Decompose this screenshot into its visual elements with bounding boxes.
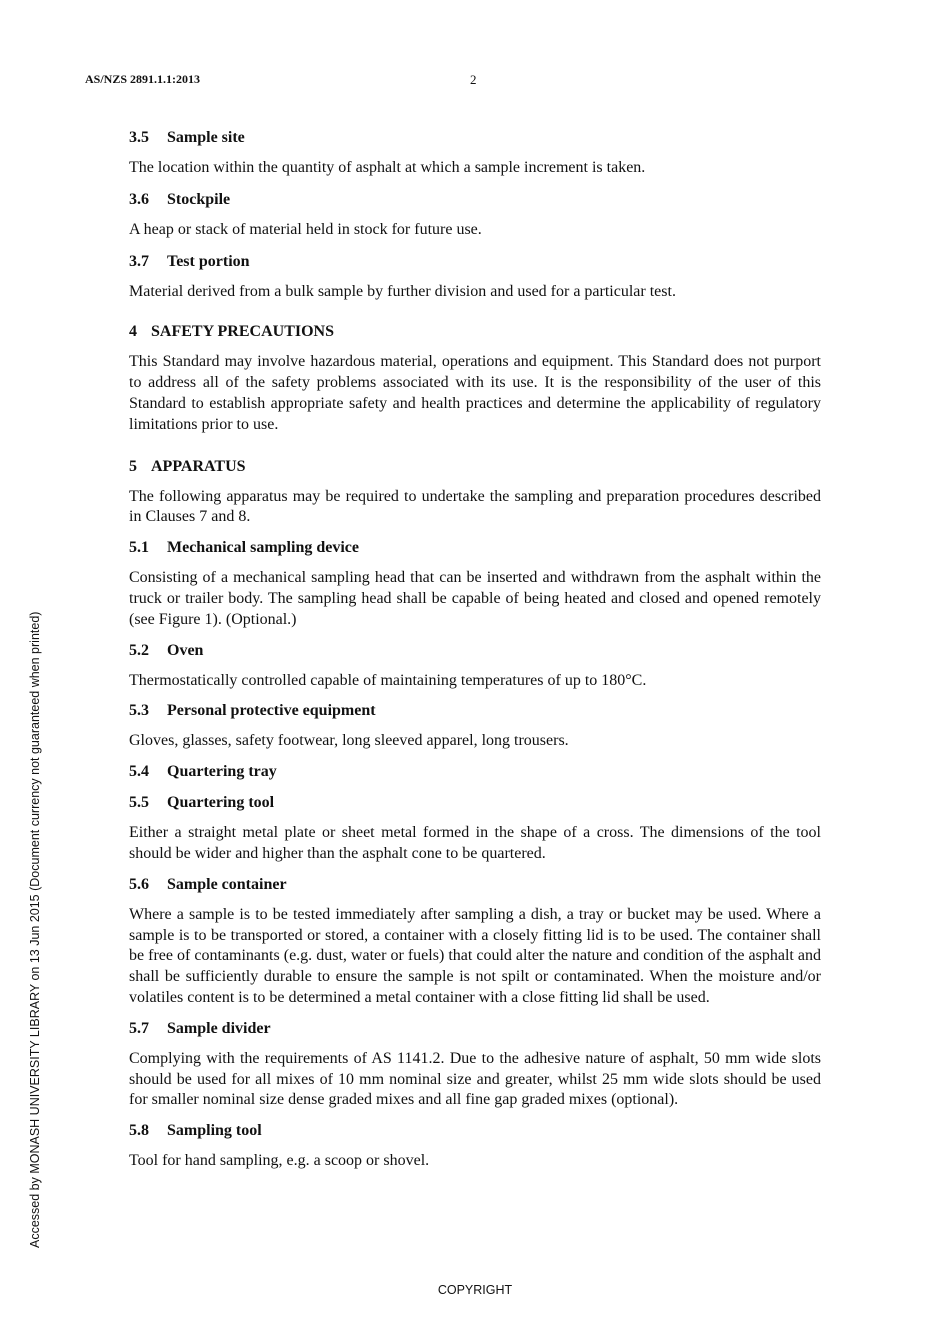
heading-number: 5.8 xyxy=(129,1122,149,1140)
subsection-heading xyxy=(129,1019,821,1039)
heading-title: Quartering tray xyxy=(167,763,277,781)
subsection-heading xyxy=(129,875,821,895)
heading-title: Personal protective equipment xyxy=(167,702,376,720)
subsection-heading xyxy=(129,1121,821,1141)
heading-title: Stockpile xyxy=(167,190,231,208)
section-heading xyxy=(129,457,821,477)
heading-title: Sample container xyxy=(167,875,287,893)
heading-title: SAFETY PRECAUTIONS xyxy=(151,323,334,341)
paragraph: The location within the quantity of asphalt at which a sample increment is taken. xyxy=(129,159,646,176)
heading-title: APPARATUS xyxy=(151,457,246,475)
paragraph: Gloves, glasses, safety footwear, long sleeved apparel, long trousers. xyxy=(129,732,569,750)
subsection-heading xyxy=(129,190,821,210)
subsection-heading xyxy=(129,762,821,782)
paragraph: Complying with the requirements of AS 1141.2. Due to the adhesive nature of asphalt, 50 mm wide slots should be used for all mixes of 10 mm nominal size and greater, whilst 25 mm wide slots should be used for smaller nominal size dense graded mixes and all fine gap graded mixes (optional). xyxy=(129,1049,821,1109)
subsection-heading xyxy=(129,128,821,148)
heading-number: 5.7 xyxy=(129,1019,149,1037)
heading-title: Sample divider xyxy=(167,1019,271,1037)
heading-number: 4 xyxy=(129,323,137,341)
subsection-heading xyxy=(129,641,821,661)
document-body xyxy=(129,128,821,1172)
section-heading xyxy=(129,322,821,342)
paragraph: Where a sample is to be tested immediately after sampling a dish, a tray or bucket may be used. Where a sample is to be transported or stored, a container with a closely fitting lid is to be used. The container shall be free of contaminants (e.g. dust, water or fuels) that could alter the nature and condition of the asphalt and shall be sufficiently durable to ensure the sample is not spilt or contaminated. When the moisture and/or volatiles content is to be determined a metal container with a close fitting lid shall be used. xyxy=(129,905,821,1006)
paragraph: Thermostatically controlled capable of maintaining temperatures of up to 180°C. xyxy=(129,671,647,689)
heading-number: 3.6 xyxy=(129,190,149,208)
paragraph: A heap or stack of material held in stock for future use. xyxy=(129,220,482,238)
paragraph: Either a straight metal plate or sheet metal formed in the shape of a cross. The dimensions of the tool should be wider and higher than the asphalt cone to be quartered. xyxy=(129,824,821,862)
heading-number: 5.1 xyxy=(129,539,149,557)
heading-number: 3.5 xyxy=(129,129,149,146)
page-number: 2 xyxy=(470,72,477,87)
paragraph: The following apparatus may be required to undertake the sampling and preparation procedures described in Clauses 7 and 8. xyxy=(129,487,821,526)
heading-title: Sampling tool xyxy=(167,1122,262,1140)
heading-number: 5.2 xyxy=(129,641,149,659)
heading-number: 5.6 xyxy=(129,875,149,893)
subsection-heading xyxy=(129,793,821,813)
heading-title: Sample site xyxy=(167,129,245,146)
copyright-footer: COPYRIGHT xyxy=(437,1283,513,1297)
heading-number: 5.3 xyxy=(129,702,149,720)
paragraph: This Standard may involve hazardous material, operations and equipment. This Standard does not purport to address all of the safety problems associated with its use. It is the responsibility of the user of this Standard to establish appropriate safety and health practices and determine the applicability of regulatory limitations prior to use. xyxy=(129,353,821,433)
heading-number: 5 xyxy=(129,457,137,475)
heading-title: Oven xyxy=(167,641,204,659)
heading-number: 5.4 xyxy=(129,763,149,781)
subsection-heading xyxy=(129,252,821,272)
document-standard-number: AS/NZS 2891.1.1:2013 xyxy=(85,72,201,86)
subsection-heading xyxy=(129,701,821,721)
heading-number: 3.7 xyxy=(129,252,149,270)
heading-title: Test portion xyxy=(167,252,250,270)
heading-title: Quartering tool xyxy=(167,794,275,812)
heading-number: 5.5 xyxy=(129,794,149,812)
access-watermark: Accessed by MONASH UNIVERSITY LIBRARY on 13 Jun 2015 (Document currency not guaranteed when printed) xyxy=(28,611,42,1248)
heading-title: Mechanical sampling device xyxy=(167,539,359,557)
subsection-heading xyxy=(129,538,821,558)
paragraph: Material derived from a bulk sample by further division and used for a particular test. xyxy=(129,282,676,300)
paragraph: Consisting of a mechanical sampling head that can be inserted and withdrawn from the asphalt within the truck or trailer body. The sampling head shall be capable of being heated and closed and opened remotely (see Figure 1). (Optional.) xyxy=(129,569,821,628)
paragraph: Tool for hand sampling, e.g. a scoop or shovel. xyxy=(129,1152,430,1170)
